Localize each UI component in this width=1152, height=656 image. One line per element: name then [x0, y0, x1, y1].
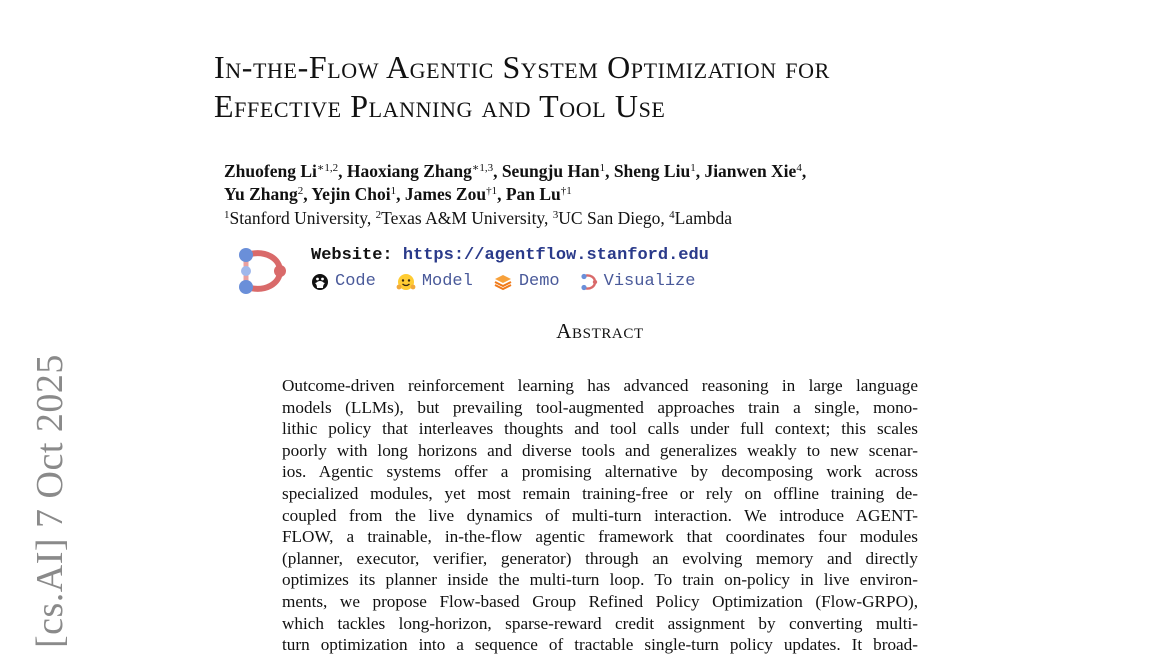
abstract-line: specialized modules, yet most remain training-free or rely on offline training de- [282, 483, 918, 503]
code-link[interactable]: Code [311, 271, 376, 293]
huggingface-icon [396, 273, 416, 291]
title-line-1: In-the-Flow Agentic System Optimization for [214, 49, 830, 85]
affiliation: Stanford University [229, 208, 367, 228]
author: Yu Zhang$^2$ [224, 184, 304, 204]
abstract-line: models (LLMs), but prevailing tool-augmented approaches train a single, mono- [282, 397, 918, 417]
author-line-2: Yu Zhang$^2$, Yejin Choi$^1$, James Zou$^{\dagger 1}$, Pan Lu$^{\dagger 1}$ [224, 184, 572, 204]
arxiv-stamp: [cs.AI] 7 Oct 2025 [29, 354, 71, 648]
website-link[interactable]: https://agentflow.stanford.edu [402, 246, 709, 265]
title-line-2: Effective Planning and Tool Use [214, 88, 666, 124]
abstract-line: optimizes its planner inside the multi-turn loop. To train on-policy in live environ- [282, 570, 918, 590]
abstract-heading: Abstract [556, 319, 644, 343]
author: Yejin Choi$^1$ [311, 184, 397, 204]
author-list [224, 160, 984, 206]
author: Seungju Han$^1$ [501, 161, 606, 181]
abstract-line: poorly with long horizons and diverse tools and generalizes weakly to new scenar- [282, 440, 918, 460]
abstract-line: FLOW, a trainable, in-the-flow agentic framework that coordinates four modules [282, 527, 918, 547]
affiliations: $^1$Stanford University, $^2$Texas A&M University, $^3$UC San Diego, $^4$Lambda [224, 208, 732, 228]
website-line [311, 245, 709, 267]
author-line-1: Zhuofeng $Li^{∗1,2}$, Haoxiang Zhang$^{∗1,3}$, Seungju Han$^1$, Sheng Liu$^1$, Jianwen Xie$^4$, [224, 161, 807, 181]
agentflow-logo [236, 245, 288, 297]
affiliation: UC San Diego [558, 208, 661, 228]
resource-links [311, 271, 695, 293]
author: Pan Lu$^{\dagger 1}$ [505, 184, 572, 204]
abstract-line: ments, we propose Flow-based Group Refined Policy Optimization (Flow-GRPO), [282, 591, 918, 611]
affiliation: Lambda [674, 208, 732, 228]
abstract-body [282, 375, 918, 656]
abstract-line: Outcome-driven reinforcement learning has advanced reasoning in large language [282, 376, 918, 395]
abstract-line: ios. Agentic systems offer a promising alternative by decomposing work across [282, 462, 918, 482]
abstract-line: turn optimization into a sequence of tractable single-turn policy updates. It broad- [282, 635, 918, 655]
model-link[interactable]: Model [396, 271, 473, 293]
demo-link[interactable]: Demo [493, 271, 560, 293]
website-label: Website: [311, 246, 393, 265]
gradio-icon [493, 273, 513, 291]
agentflow-icon [580, 273, 598, 291]
author: Jianwen Xie$^4$ [704, 161, 802, 181]
github-icon [311, 273, 329, 291]
author: Haoxiang Zhang$^{∗1,3}$ [346, 161, 494, 181]
abstract-line: which tackles long-horizon, sparse-reward credit assignment by converting multi- [282, 613, 918, 633]
abstract-line: lithic policy that interleaves thoughts and tool calls under full context; this scales [282, 419, 918, 439]
author: Sheng Liu$^1$ [613, 161, 696, 181]
visualize-link[interactable]: Visualize [580, 271, 696, 293]
affiliation: Texas A&M University [381, 208, 545, 228]
paper-title [214, 48, 1034, 126]
author: James Zou$^{\dagger 1}$ [404, 184, 498, 204]
abstract-line: (planner, executor, verifier, generator) through an evolving memory and directly [282, 548, 918, 568]
author: Zhuofeng $Li^{∗1,2}$ [224, 161, 339, 181]
abstract-line: coupled from the live dynamics of multi-turn interaction. We introduce AGENT- [282, 505, 918, 525]
